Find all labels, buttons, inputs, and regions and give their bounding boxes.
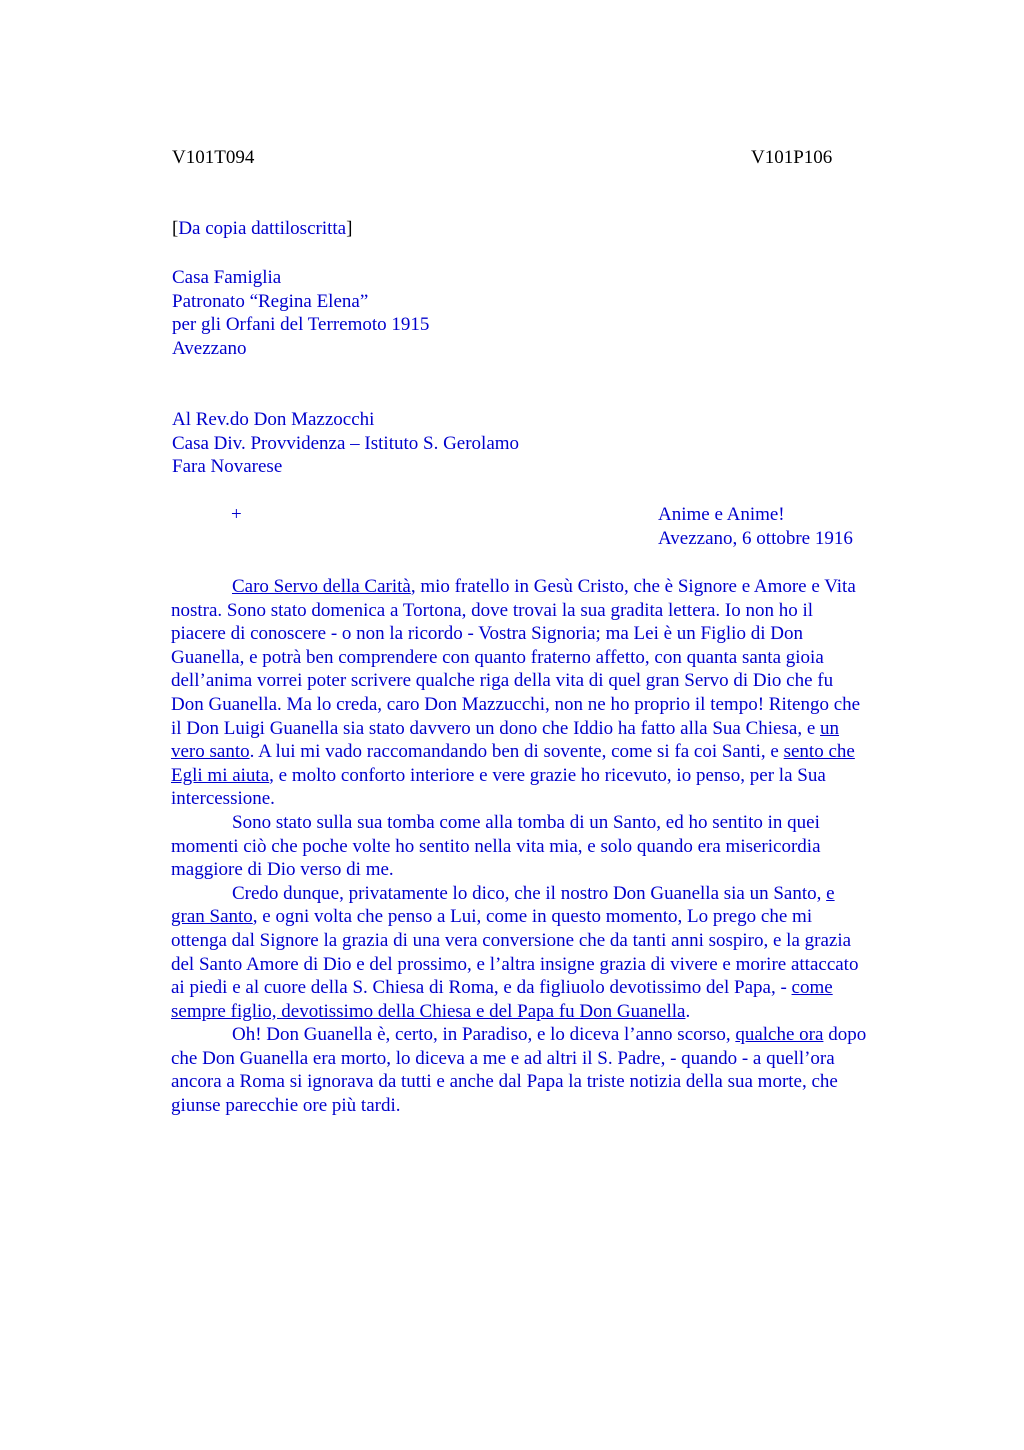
body-line [171, 1000, 931, 1024]
underlined-text: qualche ora [735, 1024, 824, 1046]
body-line: giunse parecchie ore più tardi. [171, 1095, 401, 1117]
body-line: del Santo Amore di Dio e del prossimo, e l’altra insigne grazia di vivere e morire attaccato [171, 953, 859, 975]
underlined-text: Caro Servo della Carità [232, 576, 411, 597]
body-line [171, 905, 931, 929]
paragraph [171, 1023, 931, 1117]
line-text: . A lui mi vado raccomandando ben di sovente, come si fa coi Santi, e [249, 741, 784, 763]
body-line: intercessione. [171, 788, 275, 810]
paragraph [171, 811, 931, 882]
letter-body [171, 575, 931, 1118]
line-text: ai piedi e al cuore della S. Chiesa di Roma, e da figliuolo devotissimo del Papa, - [171, 977, 792, 999]
body-line [171, 882, 931, 906]
recipient-line: Al Rev.do Don Mazzocchi [172, 409, 375, 430]
sender-line: Patronato “Regina Elena” [172, 290, 369, 312]
source-note-text: Da copia dattiloscritta [178, 218, 347, 239]
line-text: Credo dunque, privatamente lo dico, che il nostro Don Guanella sia un Santo, [232, 882, 827, 904]
body-line [171, 764, 931, 788]
line-text: . [685, 1000, 691, 1022]
document-code-left: V101T094 [172, 147, 255, 168]
body-line: momenti ciò che poche volte ho sentito nella vita mia, e solo quando era misericordia [171, 835, 821, 857]
body-line: Guanella, e potrà ben comprendere con quanto fraterno affetto, con quanta santa gioia [171, 646, 824, 668]
line-text: , mio fratello in Gesù Cristo, che è Signore e Amore e Vita [410, 576, 856, 597]
body-line [171, 976, 931, 1000]
body-line: nostra. Sono stato domenica a Tortona, dove trovai la sua gradita lettera. Io non ho il [171, 599, 814, 621]
underlined-text: gran Santo [171, 906, 253, 928]
line-text: il Don Luigi Guanella sia stato davvero un dono che Iddio ha fatto alla Sua Chiesa, e [171, 717, 820, 739]
body-line: ancora a Roma si ignorava da tutti e anche dal Papa la triste notizia della sua morte, che [171, 1071, 838, 1093]
motto-date-block [658, 503, 853, 550]
underlined-text: Egli mi aiuta [171, 764, 270, 786]
sender-line: Avezzano [172, 337, 247, 359]
body-line: dell’anima vorrei poter scrivere qualche riga della vita di quel gran Servo di Dio che fu [171, 670, 834, 692]
underlined-text: sento che [783, 741, 855, 763]
place-date: Avezzano, 6 ottobre 1916 [658, 527, 853, 549]
body-line: Sono stato sulla sua tomba come alla tomba di un Santo, ed ho sentito in quei [232, 811, 820, 833]
recipient-line: Casa Div. Provvidenza – Istituto S. Gerolamo [172, 432, 520, 454]
underlined-text: un [820, 717, 839, 739]
bracket-close: ] [346, 218, 353, 239]
cross-symbol: + [231, 504, 242, 525]
paragraph [171, 882, 931, 1024]
line-text: , e molto conforto interiore e vere grazie ho ricevuto, io penso, per la Sua [269, 764, 826, 786]
recipient-line: Fara Novarese [172, 456, 283, 478]
sender-line: Casa Famiglia [172, 267, 282, 288]
body-line [171, 1023, 931, 1047]
sender-address [172, 266, 429, 360]
body-line [171, 740, 931, 764]
body-line [171, 717, 931, 741]
line-text: Oh! Don Guanella è, certo, in Paradiso, e lo diceva l’anno scorso, [232, 1024, 736, 1046]
body-line: piacere di conoscere - o non la ricordo - Vostra Signoria; ma Lei è un Figlio di Don [171, 623, 803, 645]
body-line: ottenga dal Signore la grazia di una vera conversione che da tanti anni sospiro, e la grazia [171, 929, 852, 951]
body-line: che Don Guanella era morto, lo diceva a me e ad altri il S. Padre, - quando - a quell’ora [171, 1047, 835, 1069]
underlined-text: vero santo [171, 741, 250, 763]
body-line [171, 575, 931, 599]
motto: Anime e Anime! [658, 504, 785, 525]
body-line: maggiore di Dio verso di me. [171, 859, 394, 881]
underlined-text: come [791, 977, 833, 999]
underlined-text: e [826, 882, 835, 904]
line-text: , e ogni volta che penso a Lui, come in questo momento, Lo prego che mi [252, 906, 813, 928]
body-line: Don Guanella. Ma lo creda, caro Don Mazzucchi, non ne ho proprio il tempo! Ritengo che [171, 693, 861, 715]
line-text: dopo [823, 1024, 867, 1046]
paragraph [171, 575, 931, 811]
source-note [172, 217, 352, 241]
sender-line: per gli Orfani del Terremoto 1915 [172, 314, 430, 336]
bracket-open: [ [172, 218, 179, 239]
underlined-text: sempre figlio, devotissimo della Chiesa e del Papa fu Don Guanella [171, 1000, 686, 1022]
document-code-right: V101P106 [751, 147, 833, 168]
recipient-address [172, 408, 519, 479]
